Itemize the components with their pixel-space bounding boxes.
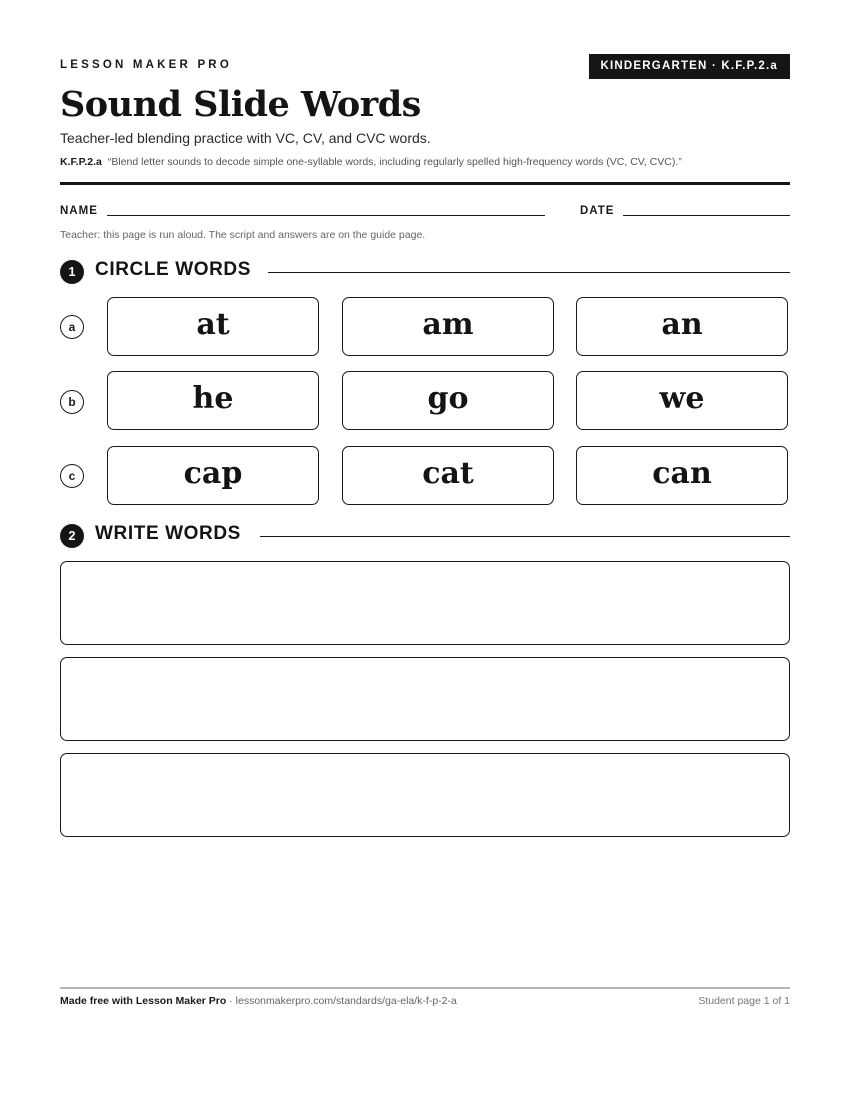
word-card[interactable]: cat [342,446,554,505]
worksheet-page [60,0,790,1100]
word-card[interactable]: go [342,371,554,430]
footer-credit [60,995,457,1007]
date-field-line[interactable] [623,215,790,216]
section-rule [268,272,790,273]
footer-url-link[interactable]: lessonmakerpro.com/standards/ga-ela/k-f-p-2-a [235,995,457,1007]
footer-divider [60,987,790,989]
section-number-badge: 1 [60,260,84,284]
word-card[interactable]: an [576,297,788,356]
header-divider [60,182,790,185]
section-write-words-header [60,524,790,548]
page-subtitle: Teacher-led blending practice with VC, CV, and CVC words. [60,130,431,146]
footer-separator: · [226,995,236,1007]
grade-standard-badge: KINDERGARTEN · K.F.P.2.a [589,54,790,79]
page-title: Sound Slide Words [60,84,421,125]
date-label: DATE [580,205,615,217]
row-label: a [60,315,84,339]
write-box-1[interactable] [60,561,790,645]
standard-description: “Blend letter sounds to decode simple one-syllable words, including regularly spelled high-frequency words (VC, CV, CVC).” [107,156,682,168]
write-box-3[interactable] [60,753,790,837]
word-card[interactable]: am [342,297,554,356]
word-card[interactable]: we [576,371,788,430]
footer-page-info: Student page 1 of 1 [698,995,790,1007]
name-field-line[interactable] [107,215,545,216]
section-rule [260,536,790,537]
word-card[interactable]: he [107,371,319,430]
name-label: NAME [60,205,98,217]
footer-made-with: Made free with Lesson Maker Pro [60,995,227,1007]
row-label: b [60,390,84,414]
top-bar [60,54,790,80]
write-box-2[interactable] [60,657,790,741]
section-title: CIRCLE WORDS [95,259,263,281]
section-circle-words-header [60,260,790,284]
section-number-badge: 2 [60,524,84,548]
standard-code: K.F.P.2.a [60,156,102,168]
word-card[interactable]: cap [107,446,319,505]
word-card[interactable]: at [107,297,319,356]
teacher-note: Teacher: this page is run aloud. The script and answers are on the guide page. [60,229,426,241]
section-title: WRITE WORDS [95,523,253,545]
word-card[interactable]: can [576,446,788,505]
brand-name: LESSON MAKER PRO [60,59,232,71]
standard-line [60,156,682,168]
row-label: c [60,464,84,488]
